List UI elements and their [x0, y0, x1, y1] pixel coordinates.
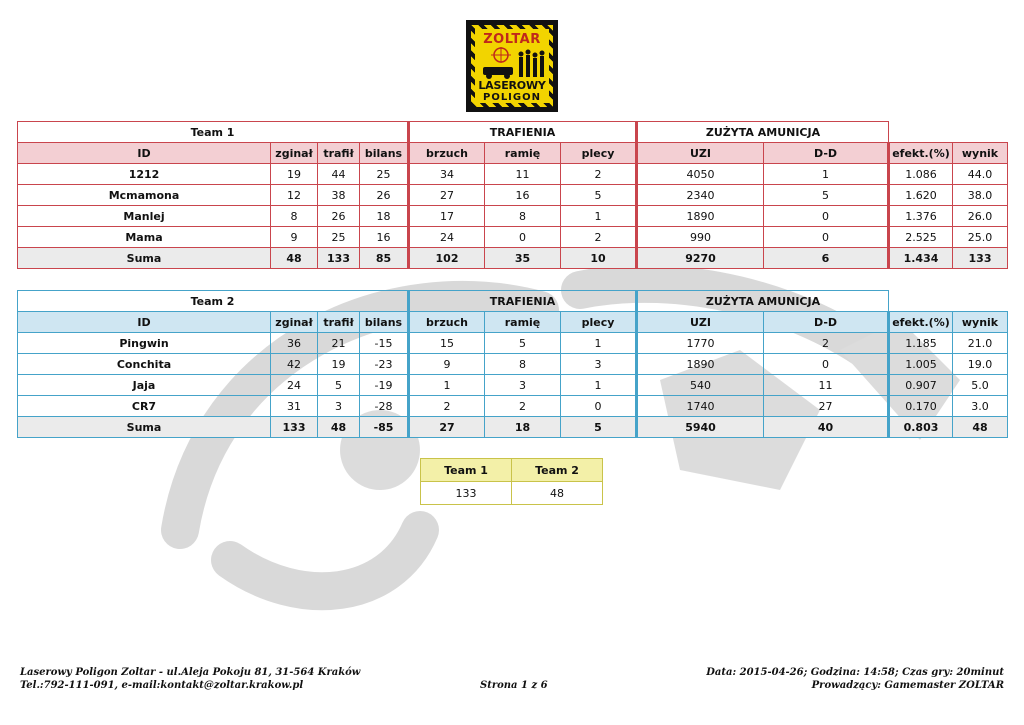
cell-brzuch: 1 [409, 375, 485, 396]
cell-ramie: 2 [485, 396, 561, 417]
logo-figures-icon [479, 47, 549, 79]
cell-trafil: 19 [318, 354, 360, 375]
col-ramie: ramię [485, 312, 561, 333]
cell-dd: 11 [764, 375, 889, 396]
cell-plecy: 1 [561, 333, 637, 354]
cell-bilans: -15 [360, 333, 409, 354]
col-efekt: efekt.(%) [889, 143, 953, 164]
sum-row [18, 417, 1008, 438]
cell-bilans: 85 [360, 248, 409, 269]
cell-dd: 40 [764, 417, 889, 438]
cell-id: CR7 [18, 396, 271, 417]
col-zginal: zginał [271, 143, 318, 164]
cell-plecy: 1 [561, 375, 637, 396]
cell-uzi: 1890 [637, 354, 764, 375]
cell-efekt: 1.434 [889, 248, 953, 269]
col-plecy: plecy [561, 143, 637, 164]
footer-host: Prowadzący: Gamemaster ZOLTAR [811, 680, 1004, 691]
cell-plecy: 2 [561, 227, 637, 248]
cell-zginal: 36 [271, 333, 318, 354]
col-trafil: trafił [318, 312, 360, 333]
cell-brzuch: 17 [409, 206, 485, 227]
col-ramie: ramię [485, 143, 561, 164]
cell-ramie: 0 [485, 227, 561, 248]
cell-plecy: 2 [561, 164, 637, 185]
col-id: ID [18, 312, 271, 333]
cell-ramie: 18 [485, 417, 561, 438]
cell-id: Mcmamona [18, 185, 271, 206]
table-row [18, 396, 1008, 417]
cell-wynik: 133 [953, 248, 1008, 269]
team1-title: Team 1 [18, 122, 409, 143]
trafienia-header: TRAFIENIA [409, 122, 637, 143]
cell-trafil: 26 [318, 206, 360, 227]
col-id: ID [18, 143, 271, 164]
cell-bilans: -19 [360, 375, 409, 396]
cell-uzi: 1770 [637, 333, 764, 354]
cell-brzuch: 34 [409, 164, 485, 185]
col-brzuch: brzuch [409, 143, 485, 164]
col-zginal: zginał [271, 312, 318, 333]
cell-dd: 0 [764, 206, 889, 227]
cell-zginal: 9 [271, 227, 318, 248]
cell-uzi: 990 [637, 227, 764, 248]
cell-uzi: 5940 [637, 417, 764, 438]
team2-table [17, 290, 1008, 438]
footer-page-number: Strona 1 z 6 [480, 680, 548, 691]
cell-dd: 6 [764, 248, 889, 269]
cell-ramie: 16 [485, 185, 561, 206]
col-dd: D-D [764, 143, 889, 164]
cell-trafil: 21 [318, 333, 360, 354]
cell-brzuch: 9 [409, 354, 485, 375]
cell-plecy: 5 [561, 185, 637, 206]
footer-address: Laserowy Poligon Zoltar - ul.Aleja Pokoju 81, 31-564 Kraków [20, 667, 361, 678]
cell-efekt: 0.803 [889, 417, 953, 438]
cell-dd: 0 [764, 227, 889, 248]
zoltar-logo [466, 20, 558, 112]
table-row [18, 333, 1008, 354]
table-row [18, 227, 1008, 248]
cell-id: 1212 [18, 164, 271, 185]
cell-efekt: 1.185 [889, 333, 953, 354]
table-row [18, 375, 1008, 396]
cell-brzuch: 2 [409, 396, 485, 417]
totals-value-team1: 133 [421, 482, 512, 505]
logo-text-laserowy: LASEROWY [478, 79, 546, 92]
cell-dd: 0 [764, 354, 889, 375]
cell-ramie: 35 [485, 248, 561, 269]
cell-wynik: 44.0 [953, 164, 1008, 185]
cell-dd: 27 [764, 396, 889, 417]
totals-value-team2: 48 [512, 482, 603, 505]
cell-uzi: 1740 [637, 396, 764, 417]
cell-plecy: 0 [561, 396, 637, 417]
cell-zginal: 12 [271, 185, 318, 206]
col-dd: D-D [764, 312, 889, 333]
team1-table [17, 121, 1008, 269]
cell-ramie: 11 [485, 164, 561, 185]
cell-trafil: 48 [318, 417, 360, 438]
cell-id: Suma [18, 248, 271, 269]
cell-trafil: 5 [318, 375, 360, 396]
cell-wynik: 19.0 [953, 354, 1008, 375]
cell-bilans: -23 [360, 354, 409, 375]
col-uzi: UZI [637, 312, 764, 333]
totals-label-team1: Team 1 [421, 459, 512, 482]
cell-id: Mama [18, 227, 271, 248]
cell-trafil: 3 [318, 396, 360, 417]
col-bilans: bilans [360, 312, 409, 333]
cell-ramie: 5 [485, 333, 561, 354]
cell-zginal: 48 [271, 248, 318, 269]
cell-ramie: 3 [485, 375, 561, 396]
cell-dd: 1 [764, 164, 889, 185]
cell-wynik: 38.0 [953, 185, 1008, 206]
cell-id: Suma [18, 417, 271, 438]
cell-efekt: 0.907 [889, 375, 953, 396]
col-uzi: UZI [637, 143, 764, 164]
footer-date: Data: 2015-04-26; Godzina: 14:58; Czas gry: 20minut [706, 667, 1004, 678]
cell-id: Manlej [18, 206, 271, 227]
cell-brzuch: 102 [409, 248, 485, 269]
cell-ramie: 8 [485, 354, 561, 375]
cell-efekt: 0.170 [889, 396, 953, 417]
cell-zginal: 19 [271, 164, 318, 185]
cell-brzuch: 27 [409, 185, 485, 206]
cell-wynik: 21.0 [953, 333, 1008, 354]
totals-table [420, 458, 603, 505]
sum-row [18, 248, 1008, 269]
cell-bilans: 26 [360, 185, 409, 206]
team2-column-headers [18, 312, 1008, 333]
team2-title: Team 2 [18, 291, 409, 312]
col-bilans: bilans [360, 143, 409, 164]
cell-trafil: 25 [318, 227, 360, 248]
cell-id: Conchita [18, 354, 271, 375]
cell-efekt: 1.005 [889, 354, 953, 375]
cell-wynik: 26.0 [953, 206, 1008, 227]
col-wynik: wynik [953, 312, 1008, 333]
cell-efekt: 2.525 [889, 227, 953, 248]
cell-id: Jaja [18, 375, 271, 396]
cell-uzi: 1890 [637, 206, 764, 227]
cell-trafil: 133 [318, 248, 360, 269]
cell-bilans: -85 [360, 417, 409, 438]
cell-zginal: 31 [271, 396, 318, 417]
footer-contact: Tel.:792-111-091, e-mail:kontakt@zoltar.krakow.pl [20, 680, 304, 691]
cell-wynik: 25.0 [953, 227, 1008, 248]
cell-uzi: 2340 [637, 185, 764, 206]
totals-label-team2: Team 2 [512, 459, 603, 482]
cell-bilans: 18 [360, 206, 409, 227]
cell-zginal: 8 [271, 206, 318, 227]
cell-plecy: 10 [561, 248, 637, 269]
cell-efekt: 1.086 [889, 164, 953, 185]
col-plecy: plecy [561, 312, 637, 333]
cell-id: Pingwin [18, 333, 271, 354]
cell-plecy: 1 [561, 206, 637, 227]
cell-brzuch: 27 [409, 417, 485, 438]
trafienia-header: TRAFIENIA [409, 291, 637, 312]
cell-wynik: 5.0 [953, 375, 1008, 396]
col-wynik: wynik [953, 143, 1008, 164]
cell-trafil: 38 [318, 185, 360, 206]
amunicja-header: ZUŻYTA AMUNICJA [637, 291, 889, 312]
logo-text-poligon: POLIGON [482, 92, 541, 103]
col-efekt: efekt.(%) [889, 312, 953, 333]
logo-text-zoltar: ZOLTAR [483, 32, 541, 47]
amunicja-header: ZUŻYTA AMUNICJA [637, 122, 889, 143]
cell-brzuch: 15 [409, 333, 485, 354]
cell-bilans: 16 [360, 227, 409, 248]
team1-column-headers [18, 143, 1008, 164]
table-row [18, 185, 1008, 206]
cell-efekt: 1.376 [889, 206, 953, 227]
cell-uzi: 9270 [637, 248, 764, 269]
cell-plecy: 5 [561, 417, 637, 438]
cell-bilans: -28 [360, 396, 409, 417]
cell-dd: 5 [764, 185, 889, 206]
cell-bilans: 25 [360, 164, 409, 185]
table-row [18, 164, 1008, 185]
cell-uzi: 4050 [637, 164, 764, 185]
cell-zginal: 133 [271, 417, 318, 438]
cell-zginal: 24 [271, 375, 318, 396]
cell-brzuch: 24 [409, 227, 485, 248]
cell-plecy: 3 [561, 354, 637, 375]
cell-trafil: 44 [318, 164, 360, 185]
cell-efekt: 1.620 [889, 185, 953, 206]
cell-dd: 2 [764, 333, 889, 354]
table-row [18, 354, 1008, 375]
cell-uzi: 540 [637, 375, 764, 396]
col-brzuch: brzuch [409, 312, 485, 333]
col-trafil: trafił [318, 143, 360, 164]
table-row [18, 206, 1008, 227]
cell-wynik: 3.0 [953, 396, 1008, 417]
cell-wynik: 48 [953, 417, 1008, 438]
cell-ramie: 8 [485, 206, 561, 227]
cell-zginal: 42 [271, 354, 318, 375]
